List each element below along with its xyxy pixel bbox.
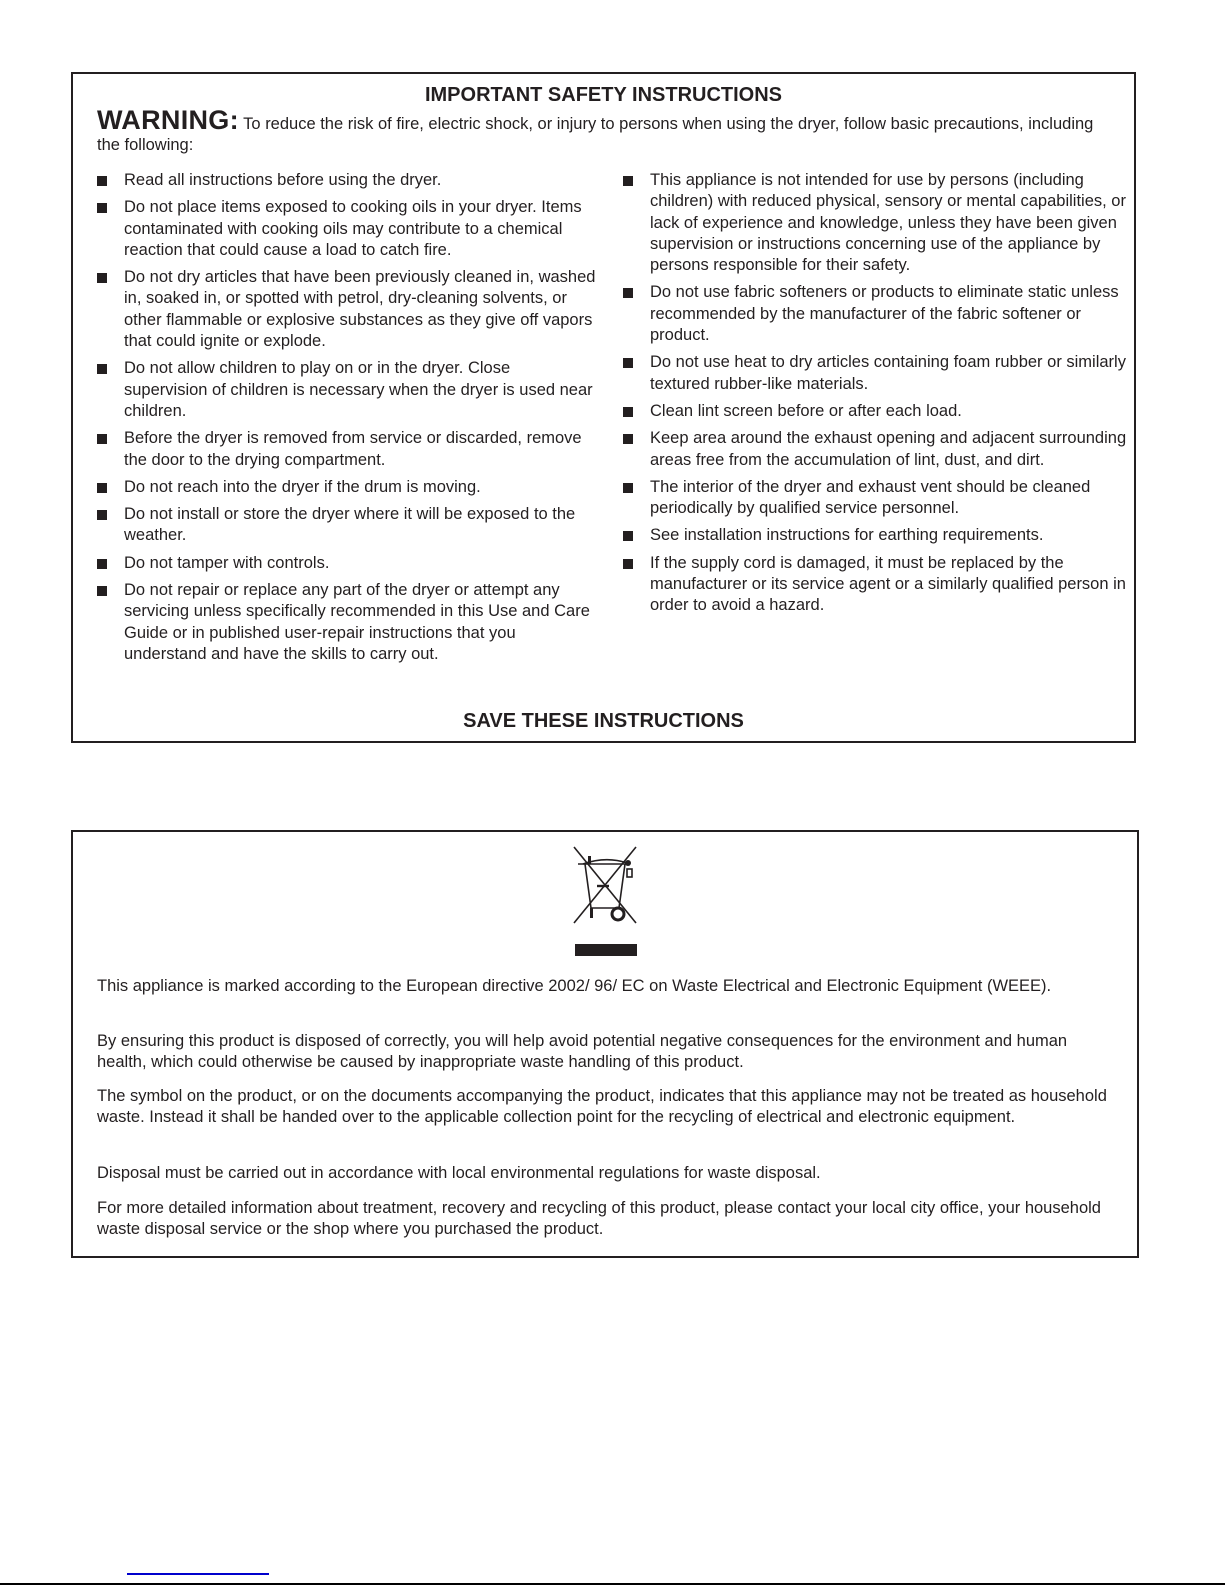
- right-instructions-list: [623, 170, 1128, 623]
- crossed-out-wheeled-bin-icon: [573, 846, 639, 956]
- square-bullet-icon: [623, 531, 633, 541]
- save-instructions-footer: SAVE THESE INSTRUCTIONS: [463, 710, 744, 732]
- instruction-text: Do not place items exposed to cooking oils in your dryer. Items contaminated with cooking oils may contribute to a chemical reaction that could cause a load to catch fire.: [124, 198, 582, 259]
- instruction-item: [623, 553, 1128, 617]
- square-bullet-icon: [97, 203, 107, 213]
- weee-paragraph: Disposal must be carried out in accordance with local environmental regulations for waste disposal.: [97, 1164, 821, 1182]
- square-bullet-icon: [623, 559, 633, 569]
- instruction-item: [623, 401, 1128, 422]
- instruction-item: [97, 267, 597, 352]
- instruction-text: Keep area around the exhaust opening and adjacent surrounding areas free from the accumulation of lint, dust, and dirt.: [650, 429, 1127, 469]
- instruction-text: Do not dry articles that have been previously cleaned in, washed in, soaked in, or spotted with petrol, dry-cleaning solvents, or other flammable or explosive substances as they give off vapors that could ignite or explode.: [124, 268, 596, 351]
- instruction-item: [97, 197, 597, 261]
- weee-paragraph: This appliance is marked according to the European directive 2002/ 96/ EC on Waste Electrical and Electronic Equipment (WEEE).: [97, 977, 1052, 995]
- left-instructions-list: [97, 170, 597, 671]
- instruction-item: [97, 477, 597, 498]
- instruction-text: The interior of the dryer and exhaust vent should be cleaned periodically by qualified service personnel.: [650, 477, 1091, 518]
- link-underline[interactable]: [127, 1573, 269, 1575]
- square-bullet-icon: [623, 434, 633, 444]
- instruction-text: Before the dryer is removed from service or discarded, remove the door to the drying compartment.: [124, 429, 582, 469]
- instruction-text: Do not install or store the dryer where it will be exposed to the weather.: [124, 505, 576, 545]
- square-bullet-icon: [97, 510, 107, 520]
- instruction-text: Do not repair or replace any part of the dryer or attempt any servicing unless specifically recommended in this Use and Care Guide or in published user-repair instructions that you understand and have the skills to carry out.: [124, 581, 590, 663]
- weee-box: [71, 830, 1139, 1258]
- instruction-item: [623, 352, 1128, 395]
- warning-text: To reduce the risk of fire, electric shock, or injury to persons when using the dryer, follow basic precautions, including the following:: [97, 115, 1094, 154]
- instruction-text: Do not allow children to play on or in the dryer. Close supervision of children is necessary when the dryer is used near children.: [124, 359, 593, 420]
- instruction-item: [623, 525, 1128, 546]
- instruction-item: [623, 170, 1128, 276]
- square-bullet-icon: [623, 407, 633, 417]
- square-bullet-icon: [623, 483, 633, 493]
- instruction-item: [623, 282, 1128, 346]
- instruction-item: [623, 428, 1128, 471]
- safety-instructions-box: [71, 72, 1136, 743]
- instruction-text: If the supply cord is damaged, it must be replaced by the manufacturer or its service agent or a similarly qualified person in order to avoid a hazard.: [650, 553, 1126, 615]
- warning-paragraph: [97, 105, 1117, 156]
- square-bullet-icon: [97, 273, 107, 283]
- safety-title: IMPORTANT SAFETY INSTRUCTIONS: [424, 84, 783, 106]
- square-bullet-icon: [97, 586, 107, 596]
- instruction-item: [97, 504, 597, 547]
- square-bullet-icon: [97, 559, 107, 569]
- instruction-text: Clean lint screen before or after each load.: [650, 401, 962, 420]
- instruction-text: This appliance is not intended for use by persons (including children) with reduced physical, sensory or mental capabilities, or lack of experience and knowledge, unless they have been given supervision or instructions concerning use of the appliance by persons responsible for their safety.: [650, 171, 1126, 275]
- instruction-text: Do not use fabric softeners or products to eliminate static unless recommended by the manufacturer of the fabric softener or product.: [650, 283, 1119, 345]
- weee-paragraph: The symbol on the product, or on the documents accompanying the product, indicates that this appliance may not be treated as household waste. Instead it shall be handed over to the applicable collection point for the recycling of electrical and electronic equipment.: [97, 1087, 1107, 1126]
- square-bullet-icon: [97, 176, 107, 186]
- square-bullet-icon: [97, 483, 107, 493]
- square-bullet-icon: [623, 358, 633, 368]
- instruction-item: [97, 553, 597, 574]
- instruction-text: See installation instructions for earthing requirements.: [650, 526, 1044, 545]
- instruction-item: [97, 428, 597, 471]
- instruction-text: Do not use heat to dry articles containing foam rubber or similarly textured rubber-like materials.: [650, 353, 1126, 393]
- weee-paragraph: By ensuring this product is disposed of correctly, you will help avoid potential negative consequences for the environment and human health, which could otherwise be caused by inappropriate waste handling of this product.: [97, 1032, 1068, 1071]
- warning-label: WARNING:: [97, 105, 239, 135]
- instruction-item: [97, 170, 597, 191]
- instruction-text: Do not tamper with controls.: [124, 553, 330, 572]
- square-bullet-icon: [623, 176, 633, 186]
- instruction-text: Read all instructions before using the dryer.: [124, 171, 442, 189]
- square-bullet-icon: [623, 288, 633, 298]
- square-bullet-icon: [97, 434, 107, 444]
- instruction-item: [97, 358, 597, 422]
- instruction-text: Do not reach into the dryer if the drum is moving.: [124, 477, 481, 496]
- square-bullet-icon: [97, 364, 107, 374]
- instruction-item: [97, 580, 597, 665]
- instruction-item: [623, 477, 1128, 520]
- weee-paragraph: For more detailed information about treatment, recovery and recycling of this product, please contact your local city office, your household waste disposal service or the shop where you purchased the product.: [97, 1199, 1101, 1238]
